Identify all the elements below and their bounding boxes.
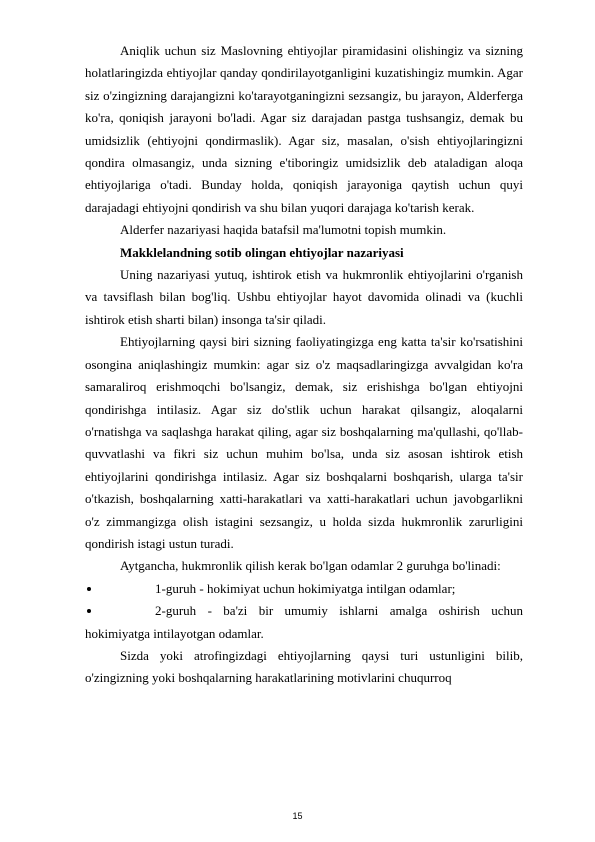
section-heading: Makklelandning sotib olingan ehtiyojlar nazariyasi (120, 244, 404, 260)
list-item-text: 1-guruh - hokimiyat uchun hokimiyatga intilgan odamlar; (155, 580, 456, 596)
list-item (85, 578, 523, 600)
paragraph-alderfer-more-info: Alderfer nazariyasi haqida batafsil ma'lumotni topish mumkin. (120, 222, 447, 238)
paragraph-groups-intro: Aytgancha, hukmronlik qilish kerak bo'lgan odamlar 2 guruhga bo'linadi: (120, 558, 501, 574)
page-number: 15 (292, 811, 303, 821)
paragraph-alderfer-explanation: Aniqlik uchun siz Maslovning ehtiyojlar piramidasini olishingiz va sizning holatlaringizda ehtiyojlar qanday qondirilayotganligini kuzatishingiz mumkin. Agar siz o'zingizning darajangizni ko'tarayotganingizni sezsangiz, bu jarayon, Alderferga ko'ra, qoniqish jarayoni bo'ladi. Agar siz darajadan pastga tushsangiz, demak bu umidsizlik (ehtiyojni qondirmaslik). Agar siz, masalan, o'sish ehtiyojlaringizni qondira olmasangiz, unda sizning e'tiboringiz umidsizlik deb ataladigan aloqa ehtiyojlariga o'tadi. Bunday holda, qoniqish jarayoniga qaytish uchun quyi darajadagi ehtiyojni qondirish va shu bilan yuqori darajaga ko'tarish kerak. (85, 43, 523, 215)
bullet-icon (85, 578, 120, 600)
list-item-text: 2-guruh - ba'zi bir umumiy ishlarni amalga oshirish uchun hokimiyatga intilayotgan odamlar. (85, 603, 523, 641)
paragraph-mcclelland-theory: Uning nazariyasi yutuq, ishtirok etish va hukmronlik ehtiyojlarini o'rganish va tavsiflash bilan bog'liq. Ushbu ehtiyojlar hayot davomida olinadi va (kuchli ishtirok etish sharti bilan) insonga ta'sir qiladi. (85, 267, 523, 327)
paragraph-final: Sizda yoki atrofingizdagi ehtiyojlarning qaysi turi ustunligini bilib, o'zingizning yoki boshqalarning harakatlarining motivlarini chuqurroq (85, 647, 523, 686)
list-item (85, 600, 523, 645)
document-page (85, 40, 523, 690)
bullet-icon (85, 600, 120, 622)
paragraph-needs-identification: Ehtiyojlarning qaysi biri sizning faoliyatingizga eng katta ta'sir ko'rsatishini osongina aniqlashingiz mumkin: agar siz o'z maqsadlaringizga avvalgidan ko'ra samaraliroq erishmoqchi bo'lsangiz, demak, siz erishishga bo'lgan ehtiyojni qondirishga intilasiz. Agar siz do'stlik uchun harakat qilsangiz, aloqalarni o'rnatishga va saqlashga harakat qiling, agar siz boshqalarning ma'qullashi, qo'llab-quvvatlashi va fikri siz uchun muhim bo'lsa, unda siz asosan ishtirok etish ehtiyojlarini qondirishga intilasiz. Agar siz boshqalarni boshqarish, ularga ta'sir o'tkazish, boshqalarning xatti-harakatlari va xatti-harakatlari uchun javobgarlikni o'z zimmangizga olish istagini sezsangiz, u holda sizda hukmronlik zarurligini qondirish istagi ustun turadi. (85, 334, 523, 551)
